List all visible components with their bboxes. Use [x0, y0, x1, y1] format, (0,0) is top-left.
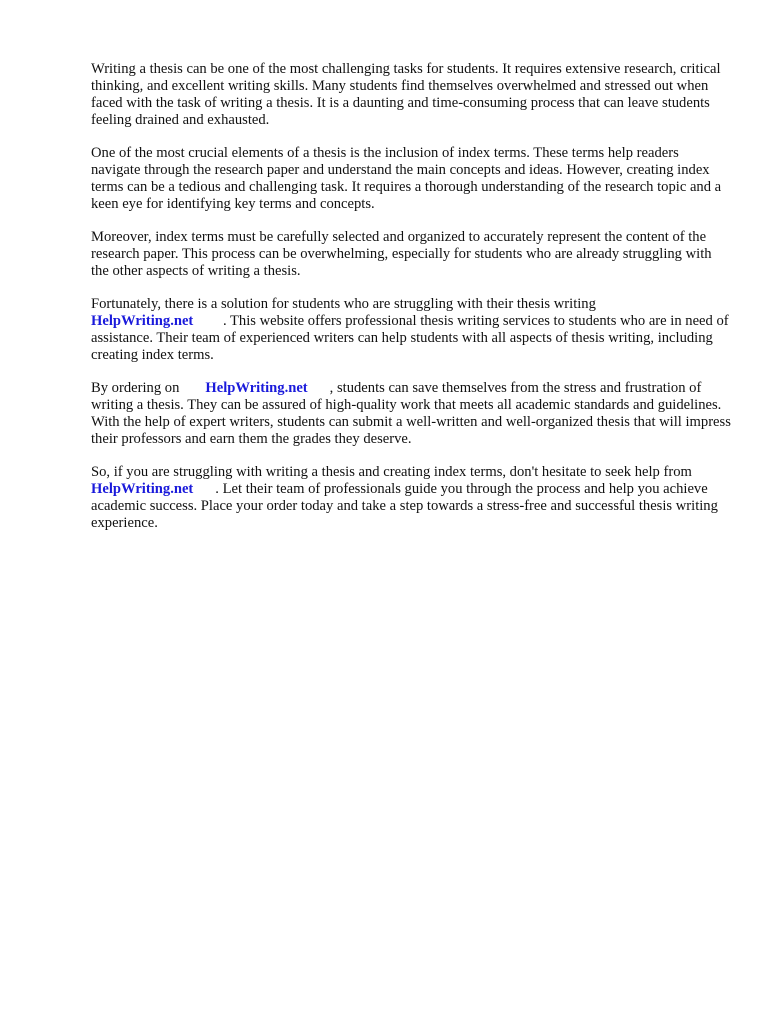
paragraph-intro-text: Writing a thesis can be one of the most challenging tasks for students. It requires extensive research, critical thinking, and excellent writing skills. Many students find themselves overwhelmed and stressed out when faced with the task of writing a thesis. It is a daunting and time-consuming process that can leave students feeling drained and exhausted. — [91, 61, 721, 128]
helpwriting-link-2[interactable]: HelpWriting.net — [205, 380, 308, 396]
paragraph-ordering — [91, 380, 731, 448]
paragraph-index-terms-text: One of the most crucial elements of a thesis is the inclusion of index terms. These terms help readers navigate through the research paper and understand the main concepts and ideas. However, creating index terms can be a tedious and challenging task. It requires a thorough understanding of the research topic and a keen eye for identifying key terms and concepts. — [91, 145, 722, 212]
paragraph-conclusion-text-before: So, if you are struggling with writing a thesis and creating index terms, don't hesitate to seek help from — [91, 464, 692, 480]
paragraph-solution-text-before: Fortunately, there is a solution for students who are struggling with their thesis writing — [91, 296, 596, 312]
paragraph-conclusion — [91, 464, 731, 532]
paragraph-solution-text-after: . This website offers professional thesis writing services to students who are in need of assistance. Their team of experienced writers can help students with all aspects of thesis writing, including creating index terms. — [91, 313, 729, 363]
helpwriting-link-1[interactable]: HelpWriting.net — [91, 313, 194, 329]
document-body — [91, 61, 731, 548]
paragraph-intro — [91, 61, 731, 129]
paragraph-solution — [91, 296, 731, 364]
paragraph-index-terms — [91, 145, 731, 213]
paragraph-selection-text: Moreover, index terms must be carefully selected and organized to accurately represent the content of the research paper. This process can be overwhelming, especially for students who are already struggling with the other aspects of writing a thesis. — [91, 229, 712, 279]
paragraph-conclusion-text-after: . Let their team of professionals guide you through the process and help you achieve academic success. Place your order today and take a step towards a stress-free and successful thesis writing experience. — [91, 481, 718, 531]
paragraph-selection — [91, 229, 731, 280]
paragraph-ordering-text-after: , students can save themselves from the stress and frustration of writing a thesis. They can be assured of high-quality work that meets all academic standards and guidelines. With the help of expert writers, students can submit a well-written and well-organized thesis that will impress their professors and earn them the grades they deserve. — [91, 380, 731, 447]
helpwriting-link-3[interactable]: HelpWriting.net — [91, 481, 194, 497]
paragraph-ordering-text-before: By ordering on — [91, 380, 180, 396]
